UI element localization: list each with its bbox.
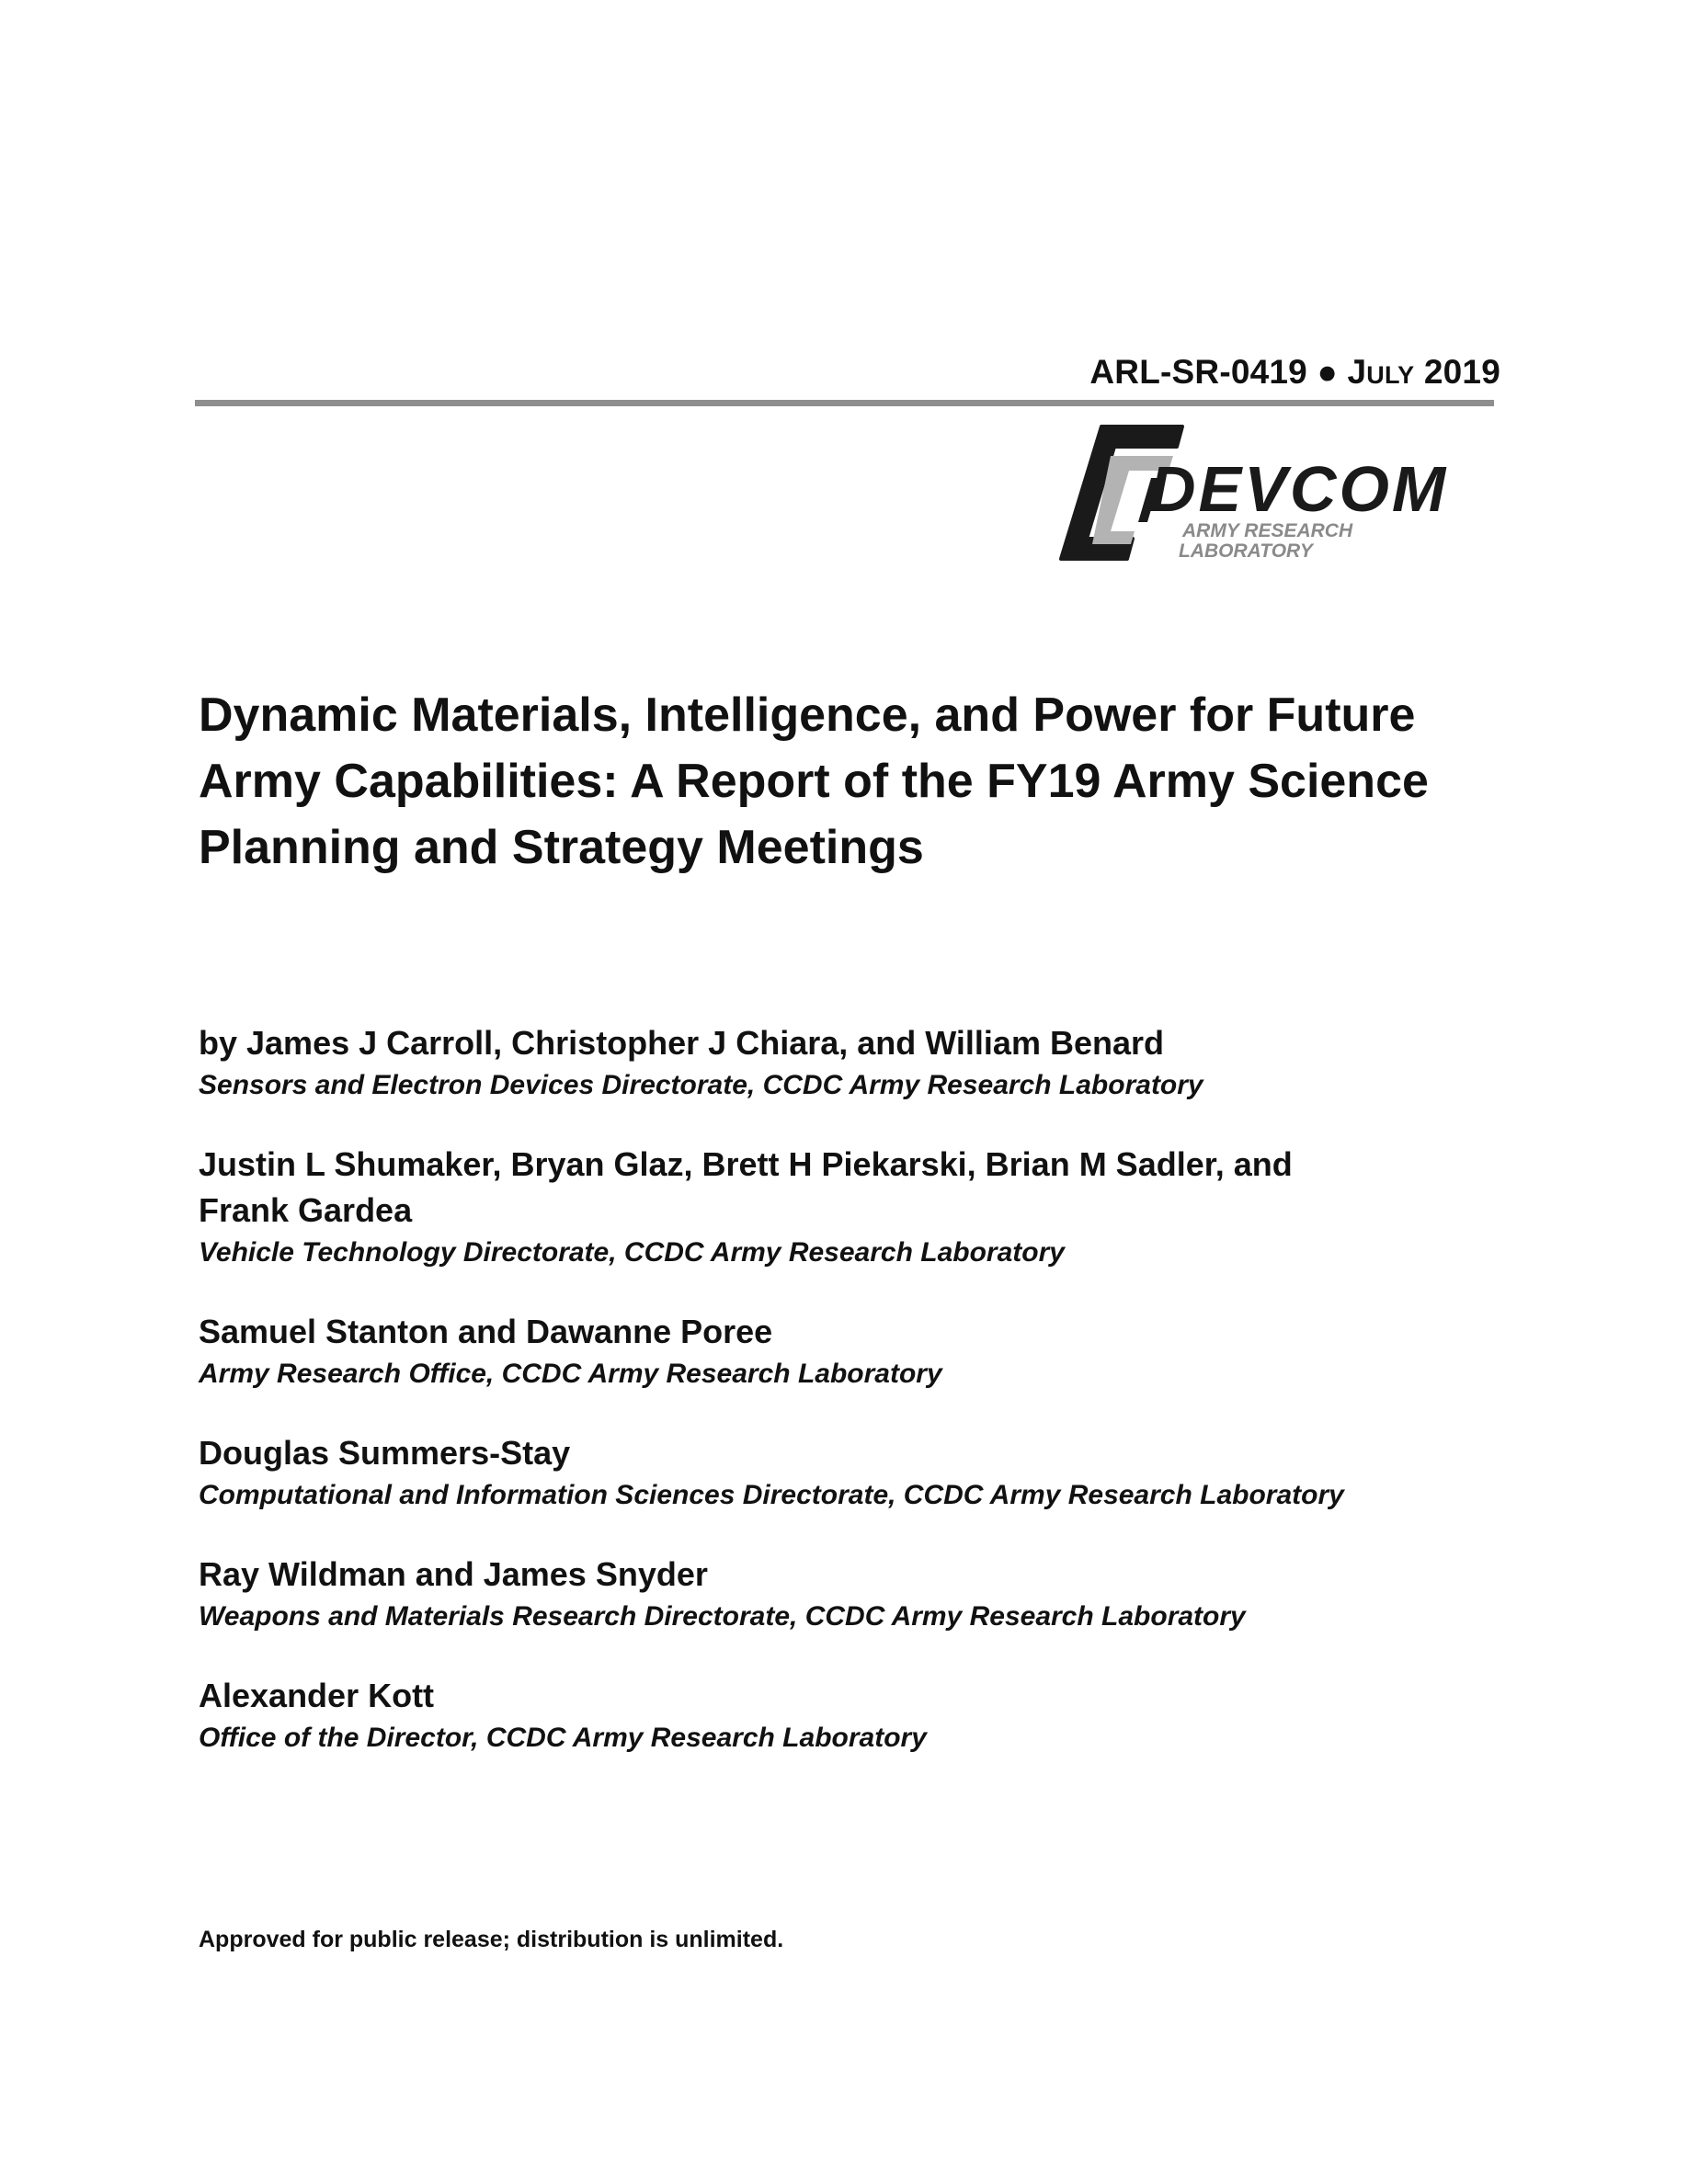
author-affiliation: Office of the Director, CCDC Army Research Laboratory (199, 1723, 927, 1753)
logo-wordmark: DEVCOM (1149, 453, 1449, 525)
author-affiliation: Weapons and Materials Research Directorate, CCDC Army Research Laboratory (199, 1601, 1246, 1632)
author-affiliation: Vehicle Technology Directorate, CCDC Army Research Laboratory (199, 1237, 1065, 1268)
author-names: by James J Carroll, Christopher J Chiara, and William Benard (199, 1024, 1164, 1062)
author-names: Douglas Summers-Stay (199, 1434, 571, 1472)
devcom-logo (1059, 423, 1500, 570)
author-names: Samuel Stanton and Dawanne Poree (199, 1313, 773, 1350)
author-names: Justin L Shumaker, Bryan Glaz, Brett H Piekarski, Brian M Sadler, and Frank Gardea (199, 1145, 1293, 1229)
author-group (199, 1673, 1504, 1757)
header-rule (195, 400, 1494, 406)
author-group (199, 1430, 1504, 1515)
author-list (199, 1020, 1504, 1794)
author-group (199, 1020, 1504, 1105)
logo-subtitle-line2: LABORATORY (1179, 540, 1313, 562)
author-group (199, 1142, 1504, 1272)
report-month-rest: ULY (1366, 361, 1415, 389)
author-names: Alexander Kott (199, 1677, 435, 1714)
author-affiliation: Computational and Information Sciences Directorate, CCDC Army Research Laboratory (199, 1480, 1344, 1510)
report-year: 2019 (1423, 353, 1500, 391)
report-id (1089, 353, 1500, 392)
author-affiliation: Sensors and Electron Devices Directorate, CCDC Army Research Laboratory (199, 1070, 1203, 1100)
author-affiliation: Army Research Office, CCDC Army Research Laboratory (199, 1359, 942, 1389)
bullet-separator: ● (1317, 353, 1338, 391)
report-month-initial: J (1347, 353, 1367, 391)
report-title: Dynamic Materials, Intelligence, and Power for Future Army Capabilities: A Report of the FY19 Army Science Planning and Strategy Meetings (199, 688, 1429, 874)
logo-subtitle-line1: ARMY RESEARCH (1182, 520, 1353, 541)
distribution-statement: Approved for public release; distribution is unlimited. (199, 1927, 784, 1952)
author-names: Ray Wildman and James Snyder (199, 1555, 708, 1593)
author-group (199, 1309, 1504, 1393)
author-group (199, 1552, 1504, 1636)
report-number: ARL-SR-0419 (1089, 353, 1307, 391)
